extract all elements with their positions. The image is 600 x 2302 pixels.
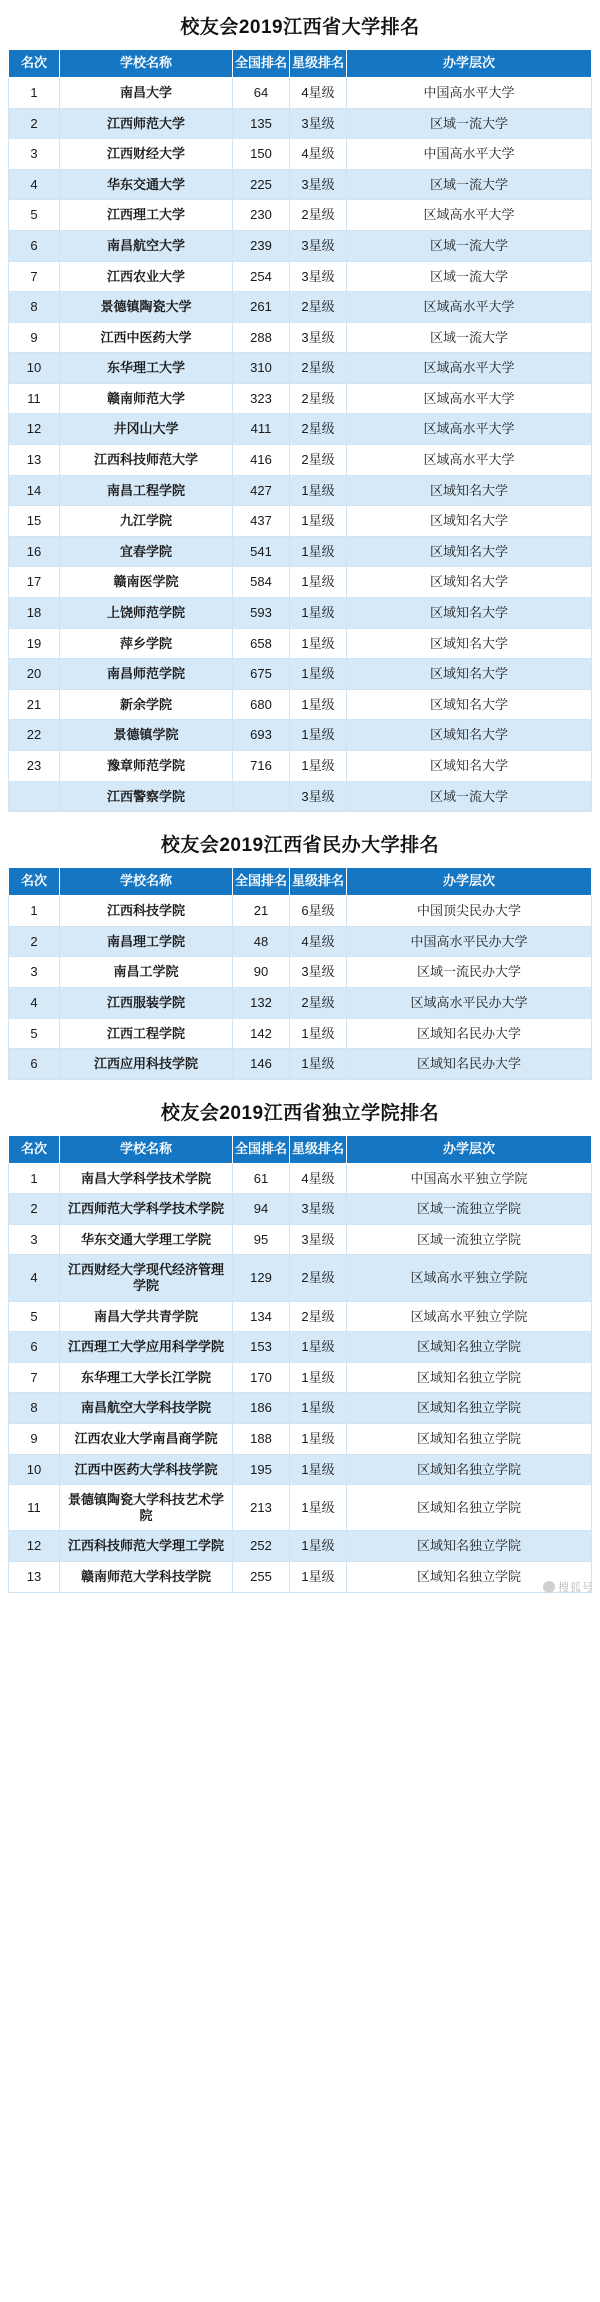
cell-rank: 10 xyxy=(9,353,60,384)
ranking-section xyxy=(0,0,600,812)
table-row xyxy=(9,628,592,659)
cell-national-rank: 252 xyxy=(233,1531,290,1562)
table-row xyxy=(9,1194,592,1225)
cell-school-name: 江西财经大学 xyxy=(60,139,233,170)
cell-school-name: 南昌理工学院 xyxy=(60,926,233,957)
cell-rank: 4 xyxy=(9,169,60,200)
cell-national-rank: 94 xyxy=(233,1194,290,1225)
cell-tier: 区域一流民办大学 xyxy=(347,957,592,988)
cell-national-rank: 95 xyxy=(233,1224,290,1255)
cell-rank: 21 xyxy=(9,689,60,720)
cell-national-rank: 90 xyxy=(233,957,290,988)
column-header-3: 星级排名 xyxy=(290,1135,347,1163)
cell-school-name: 江西师范大学科学技术学院 xyxy=(60,1194,233,1225)
cell-rank: 1 xyxy=(9,77,60,108)
table-row xyxy=(9,1332,592,1363)
cell-tier: 区域知名民办大学 xyxy=(347,1018,592,1049)
table-row xyxy=(9,1362,592,1393)
cell-star-rating: 2星级 xyxy=(290,200,347,231)
column-header-3: 星级排名 xyxy=(290,50,347,78)
column-header-4: 办学层次 xyxy=(347,1135,592,1163)
table-row xyxy=(9,200,592,231)
cell-national-rank: 255 xyxy=(233,1561,290,1592)
cell-rank: 23 xyxy=(9,751,60,782)
table-row xyxy=(9,230,592,261)
cell-national-rank: 186 xyxy=(233,1393,290,1424)
table-row xyxy=(9,322,592,353)
ranking-section xyxy=(0,1086,600,1593)
cell-star-rating: 1星级 xyxy=(290,1454,347,1485)
cell-national-rank: 188 xyxy=(233,1423,290,1454)
cell-star-rating: 3星级 xyxy=(290,322,347,353)
table-row xyxy=(9,1255,592,1301)
cell-school-name: 宜春学院 xyxy=(60,536,233,567)
cell-star-rating: 3星级 xyxy=(290,169,347,200)
cell-tier: 区域知名大学 xyxy=(347,689,592,720)
cell-tier: 区域高水平大学 xyxy=(347,292,592,323)
cell-rank: 11 xyxy=(9,1485,60,1531)
cell-star-rating: 1星级 xyxy=(290,567,347,598)
cell-rank: 6 xyxy=(9,230,60,261)
cell-school-name: 江西师范大学 xyxy=(60,108,233,139)
cell-rank: 7 xyxy=(9,1362,60,1393)
table-row xyxy=(9,292,592,323)
cell-star-rating: 4星级 xyxy=(290,139,347,170)
cell-school-name: 江西科技学院 xyxy=(60,896,233,927)
cell-tier: 区域高水平大学 xyxy=(347,414,592,445)
cell-national-rank: 153 xyxy=(233,1332,290,1363)
cell-school-name: 南昌航空大学科技学院 xyxy=(60,1393,233,1424)
table-row xyxy=(9,598,592,629)
cell-school-name: 华东交通大学 xyxy=(60,169,233,200)
cell-rank: 16 xyxy=(9,536,60,567)
table-row xyxy=(9,108,592,139)
cell-tier: 区域知名大学 xyxy=(347,506,592,537)
cell-star-rating: 1星级 xyxy=(290,659,347,690)
cell-rank: 18 xyxy=(9,598,60,629)
table-row xyxy=(9,957,592,988)
cell-star-rating: 6星级 xyxy=(290,896,347,927)
cell-national-rank: 48 xyxy=(233,926,290,957)
cell-national-rank: 146 xyxy=(233,1049,290,1080)
cell-school-name: 景德镇学院 xyxy=(60,720,233,751)
cell-tier: 区域高水平独立学院 xyxy=(347,1255,592,1301)
cell-rank: 1 xyxy=(9,896,60,927)
watermark-text: 搜狐号 xyxy=(558,1581,594,1594)
column-header-3: 星级排名 xyxy=(290,868,347,896)
watermark xyxy=(543,1579,594,1595)
cell-school-name: 江西中医药大学科技学院 xyxy=(60,1454,233,1485)
cell-national-rank: 675 xyxy=(233,659,290,690)
cell-tier: 区域知名大学 xyxy=(347,598,592,629)
table-row xyxy=(9,414,592,445)
cell-rank: 6 xyxy=(9,1049,60,1080)
table-row xyxy=(9,169,592,200)
cell-national-rank: 541 xyxy=(233,536,290,567)
table-row xyxy=(9,1393,592,1424)
table-header-row xyxy=(9,1135,592,1163)
cell-rank xyxy=(9,781,60,812)
table-row xyxy=(9,926,592,957)
ranking-table xyxy=(8,1135,592,1593)
cell-star-rating: 2星级 xyxy=(290,383,347,414)
ranking-section xyxy=(0,818,600,1080)
cell-star-rating: 1星级 xyxy=(290,689,347,720)
cell-star-rating: 4星级 xyxy=(290,1163,347,1194)
cell-tier: 区域知名独立学院 xyxy=(347,1393,592,1424)
cell-rank: 2 xyxy=(9,926,60,957)
cell-tier: 区域知名大学 xyxy=(347,475,592,506)
cell-rank: 2 xyxy=(9,1194,60,1225)
cell-national-rank: 261 xyxy=(233,292,290,323)
cell-rank: 5 xyxy=(9,1018,60,1049)
cell-rank: 3 xyxy=(9,139,60,170)
cell-star-rating: 2星级 xyxy=(290,445,347,476)
cell-rank: 5 xyxy=(9,1301,60,1332)
cell-rank: 17 xyxy=(9,567,60,598)
cell-school-name: 江西中医药大学 xyxy=(60,322,233,353)
cell-star-rating: 1星级 xyxy=(290,1332,347,1363)
cell-school-name: 江西科技师范大学理工学院 xyxy=(60,1531,233,1562)
cell-tier: 区域知名独立学院 xyxy=(347,1561,592,1592)
cell-school-name: 南昌航空大学 xyxy=(60,230,233,261)
cell-tier: 区域一流大学 xyxy=(347,108,592,139)
cell-tier: 区域一流大学 xyxy=(347,781,592,812)
cell-star-rating: 4星级 xyxy=(290,926,347,957)
cell-star-rating: 1星级 xyxy=(290,1561,347,1592)
cell-national-rank: 427 xyxy=(233,475,290,506)
cell-star-rating: 2星级 xyxy=(290,353,347,384)
cell-national-rank: 288 xyxy=(233,322,290,353)
cell-tier: 区域知名民办大学 xyxy=(347,1049,592,1080)
cell-rank: 7 xyxy=(9,261,60,292)
cell-tier: 中国顶尖民办大学 xyxy=(347,896,592,927)
ranking-table xyxy=(8,867,592,1080)
ranking-table xyxy=(8,49,592,812)
cell-national-rank: 716 xyxy=(233,751,290,782)
cell-rank: 5 xyxy=(9,200,60,231)
table-row xyxy=(9,567,592,598)
cell-tier: 区域一流独立学院 xyxy=(347,1194,592,1225)
cell-star-rating: 3星级 xyxy=(290,1194,347,1225)
cell-tier: 区域一流独立学院 xyxy=(347,1224,592,1255)
cell-rank: 13 xyxy=(9,1561,60,1592)
section-title: 校友会2019江西省大学排名 xyxy=(180,17,420,38)
cell-school-name: 华东交通大学理工学院 xyxy=(60,1224,233,1255)
cell-star-rating: 1星级 xyxy=(290,1362,347,1393)
cell-school-name: 南昌工学院 xyxy=(60,957,233,988)
table-row xyxy=(9,139,592,170)
table-row xyxy=(9,659,592,690)
cell-tier: 区域知名大学 xyxy=(347,628,592,659)
cell-star-rating: 1星级 xyxy=(290,1531,347,1562)
table-row xyxy=(9,896,592,927)
column-header-2: 全国排名 xyxy=(233,1135,290,1163)
cell-tier: 区域知名独立学院 xyxy=(347,1332,592,1363)
table-row xyxy=(9,751,592,782)
cell-rank: 9 xyxy=(9,322,60,353)
cell-star-rating: 1星级 xyxy=(290,506,347,537)
column-header-1: 学校名称 xyxy=(60,1135,233,1163)
cell-star-rating: 1星级 xyxy=(290,536,347,567)
cell-school-name: 上饶师范学院 xyxy=(60,598,233,629)
cell-national-rank: 142 xyxy=(233,1018,290,1049)
cell-rank: 3 xyxy=(9,1224,60,1255)
cell-rank: 2 xyxy=(9,108,60,139)
cell-national-rank: 658 xyxy=(233,628,290,659)
cell-school-name: 东华理工大学 xyxy=(60,353,233,384)
cell-rank: 14 xyxy=(9,475,60,506)
cell-school-name: 赣南师范大学科技学院 xyxy=(60,1561,233,1592)
cell-school-name: 南昌大学 xyxy=(60,77,233,108)
cell-star-rating: 2星级 xyxy=(290,987,347,1018)
cell-tier: 中国高水平大学 xyxy=(347,77,592,108)
cell-rank: 12 xyxy=(9,414,60,445)
table-row xyxy=(9,1454,592,1485)
cell-rank: 20 xyxy=(9,659,60,690)
cell-national-rank: 254 xyxy=(233,261,290,292)
column-header-0: 名次 xyxy=(9,1135,60,1163)
cell-tier: 区域一流大学 xyxy=(347,169,592,200)
cell-tier: 区域知名独立学院 xyxy=(347,1485,592,1531)
table-row xyxy=(9,353,592,384)
column-header-1: 学校名称 xyxy=(60,868,233,896)
cell-school-name: 赣南师范大学 xyxy=(60,383,233,414)
cell-national-rank: 150 xyxy=(233,139,290,170)
cell-national-rank: 135 xyxy=(233,108,290,139)
cell-tier: 区域高水平大学 xyxy=(347,445,592,476)
cell-rank: 3 xyxy=(9,957,60,988)
cell-rank: 1 xyxy=(9,1163,60,1194)
column-header-2: 全国排名 xyxy=(233,50,290,78)
cell-school-name: 南昌大学科学技术学院 xyxy=(60,1163,233,1194)
cell-national-rank: 134 xyxy=(233,1301,290,1332)
cell-school-name: 九江学院 xyxy=(60,506,233,537)
cell-national-rank: 230 xyxy=(233,200,290,231)
cell-national-rank: 213 xyxy=(233,1485,290,1531)
table-row xyxy=(9,1049,592,1080)
cell-tier: 中国高水平独立学院 xyxy=(347,1163,592,1194)
cell-rank: 12 xyxy=(9,1531,60,1562)
cell-national-rank: 693 xyxy=(233,720,290,751)
table-row xyxy=(9,689,592,720)
cell-school-name: 景德镇陶瓷大学科技艺术学院 xyxy=(60,1485,233,1531)
cell-star-rating: 1星级 xyxy=(290,1393,347,1424)
cell-tier: 中国高水平民办大学 xyxy=(347,926,592,957)
cell-national-rank: 132 xyxy=(233,987,290,1018)
cell-tier: 区域高水平民办大学 xyxy=(347,987,592,1018)
cell-tier: 中国高水平大学 xyxy=(347,139,592,170)
cell-national-rank: 680 xyxy=(233,689,290,720)
section-title: 校友会2019江西省民办大学排名 xyxy=(160,835,440,857)
column-header-0: 名次 xyxy=(9,50,60,78)
cell-school-name: 江西服装学院 xyxy=(60,987,233,1018)
cell-school-name: 井冈山大学 xyxy=(60,414,233,445)
cell-national-rank: 64 xyxy=(233,77,290,108)
table-row xyxy=(9,1531,592,1562)
cell-national-rank: 411 xyxy=(233,414,290,445)
watermark-logo-icon xyxy=(543,1581,555,1593)
cell-national-rank: 593 xyxy=(233,598,290,629)
cell-tier: 区域一流大学 xyxy=(347,230,592,261)
cell-star-rating: 1星级 xyxy=(290,1049,347,1080)
cell-school-name: 南昌大学共青学院 xyxy=(60,1301,233,1332)
cell-star-rating: 3星级 xyxy=(290,108,347,139)
cell-rank: 11 xyxy=(9,383,60,414)
cell-school-name: 南昌工程学院 xyxy=(60,475,233,506)
cell-star-rating: 1星级 xyxy=(290,475,347,506)
cell-national-rank: 170 xyxy=(233,1362,290,1393)
cell-tier: 区域一流大学 xyxy=(347,261,592,292)
cell-national-rank: 584 xyxy=(233,567,290,598)
cell-star-rating: 2星级 xyxy=(290,1301,347,1332)
table-row xyxy=(9,536,592,567)
cell-tier: 区域知名大学 xyxy=(347,659,592,690)
cell-star-rating: 1星级 xyxy=(290,628,347,659)
cell-school-name: 萍乡学院 xyxy=(60,628,233,659)
cell-school-name: 江西财经大学现代经济管理学院 xyxy=(60,1255,233,1301)
cell-tier: 区域知名大学 xyxy=(347,751,592,782)
cell-star-rating: 3星级 xyxy=(290,957,347,988)
cell-tier: 区域知名大学 xyxy=(347,567,592,598)
table-row xyxy=(9,506,592,537)
table-row xyxy=(9,261,592,292)
cell-tier: 区域高水平大学 xyxy=(347,353,592,384)
cell-star-rating: 3星级 xyxy=(290,261,347,292)
table-row xyxy=(9,1018,592,1049)
cell-school-name: 东华理工大学长江学院 xyxy=(60,1362,233,1393)
table-row xyxy=(9,445,592,476)
cell-rank: 8 xyxy=(9,1393,60,1424)
cell-rank: 13 xyxy=(9,445,60,476)
cell-rank: 15 xyxy=(9,506,60,537)
cell-national-rank: 437 xyxy=(233,506,290,537)
section-title: 校友会2019江西省独立学院排名 xyxy=(160,1102,440,1124)
cell-national-rank: 225 xyxy=(233,169,290,200)
cell-national-rank: 323 xyxy=(233,383,290,414)
cell-school-name: 赣南医学院 xyxy=(60,567,233,598)
table-header-row xyxy=(9,50,592,78)
cell-tier: 区域知名独立学院 xyxy=(347,1423,592,1454)
cell-national-rank: 310 xyxy=(233,353,290,384)
cell-star-rating: 1星级 xyxy=(290,1018,347,1049)
cell-star-rating: 4星级 xyxy=(290,77,347,108)
cell-tier: 区域高水平独立学院 xyxy=(347,1301,592,1332)
table-row xyxy=(9,1423,592,1454)
cell-school-name: 江西农业大学南昌商学院 xyxy=(60,1423,233,1454)
cell-school-name: 江西科技师范大学 xyxy=(60,445,233,476)
cell-tier: 区域知名大学 xyxy=(347,536,592,567)
table-row xyxy=(9,77,592,108)
cell-school-name: 江西应用科技学院 xyxy=(60,1049,233,1080)
cell-star-rating: 3星级 xyxy=(290,1224,347,1255)
cell-rank: 6 xyxy=(9,1332,60,1363)
cell-star-rating: 2星级 xyxy=(290,292,347,323)
table-row xyxy=(9,1485,592,1531)
cell-star-rating: 3星级 xyxy=(290,230,347,261)
table-row xyxy=(9,987,592,1018)
table-row xyxy=(9,475,592,506)
cell-national-rank: 239 xyxy=(233,230,290,261)
column-header-0: 名次 xyxy=(9,868,60,896)
table-row xyxy=(9,1224,592,1255)
table-row xyxy=(9,720,592,751)
cell-star-rating: 1星级 xyxy=(290,1485,347,1531)
cell-tier: 区域知名独立学院 xyxy=(347,1531,592,1562)
cell-national-rank: 416 xyxy=(233,445,290,476)
column-header-4: 办学层次 xyxy=(347,50,592,78)
cell-tier: 区域高水平大学 xyxy=(347,200,592,231)
cell-star-rating: 1星级 xyxy=(290,720,347,751)
cell-tier: 区域知名大学 xyxy=(347,720,592,751)
column-header-4: 办学层次 xyxy=(347,868,592,896)
cell-national-rank: 61 xyxy=(233,1163,290,1194)
cell-school-name: 新余学院 xyxy=(60,689,233,720)
table-header-row xyxy=(9,868,592,896)
table-row xyxy=(9,781,592,812)
cell-star-rating: 1星级 xyxy=(290,598,347,629)
cell-national-rank xyxy=(233,781,290,812)
cell-rank: 8 xyxy=(9,292,60,323)
cell-national-rank: 195 xyxy=(233,1454,290,1485)
cell-star-rating: 1星级 xyxy=(290,751,347,782)
cell-school-name: 南昌师范学院 xyxy=(60,659,233,690)
cell-tier: 区域一流大学 xyxy=(347,322,592,353)
table-row xyxy=(9,383,592,414)
cell-star-rating: 3星级 xyxy=(290,781,347,812)
cell-star-rating: 1星级 xyxy=(290,1423,347,1454)
cell-school-name: 江西农业大学 xyxy=(60,261,233,292)
cell-school-name: 豫章师范学院 xyxy=(60,751,233,782)
cell-star-rating: 2星级 xyxy=(290,414,347,445)
table-row xyxy=(9,1301,592,1332)
cell-rank: 22 xyxy=(9,720,60,751)
cell-school-name: 景德镇陶瓷大学 xyxy=(60,292,233,323)
cell-national-rank: 21 xyxy=(233,896,290,927)
cell-school-name: 江西工程学院 xyxy=(60,1018,233,1049)
column-header-2: 全国排名 xyxy=(233,868,290,896)
cell-star-rating: 2星级 xyxy=(290,1255,347,1301)
cell-rank: 4 xyxy=(9,1255,60,1301)
column-header-1: 学校名称 xyxy=(60,50,233,78)
table-row xyxy=(9,1163,592,1194)
cell-rank: 9 xyxy=(9,1423,60,1454)
cell-tier: 区域高水平大学 xyxy=(347,383,592,414)
cell-tier: 区域知名独立学院 xyxy=(347,1362,592,1393)
cell-national-rank: 129 xyxy=(233,1255,290,1301)
cell-rank: 4 xyxy=(9,987,60,1018)
cell-rank: 19 xyxy=(9,628,60,659)
cell-tier: 区域知名独立学院 xyxy=(347,1454,592,1485)
cell-school-name: 江西警察学院 xyxy=(60,781,233,812)
cell-school-name: 江西理工大学 xyxy=(60,200,233,231)
table-row xyxy=(9,1561,592,1592)
cell-school-name: 江西理工大学应用科学学院 xyxy=(60,1332,233,1363)
cell-rank: 10 xyxy=(9,1454,60,1485)
